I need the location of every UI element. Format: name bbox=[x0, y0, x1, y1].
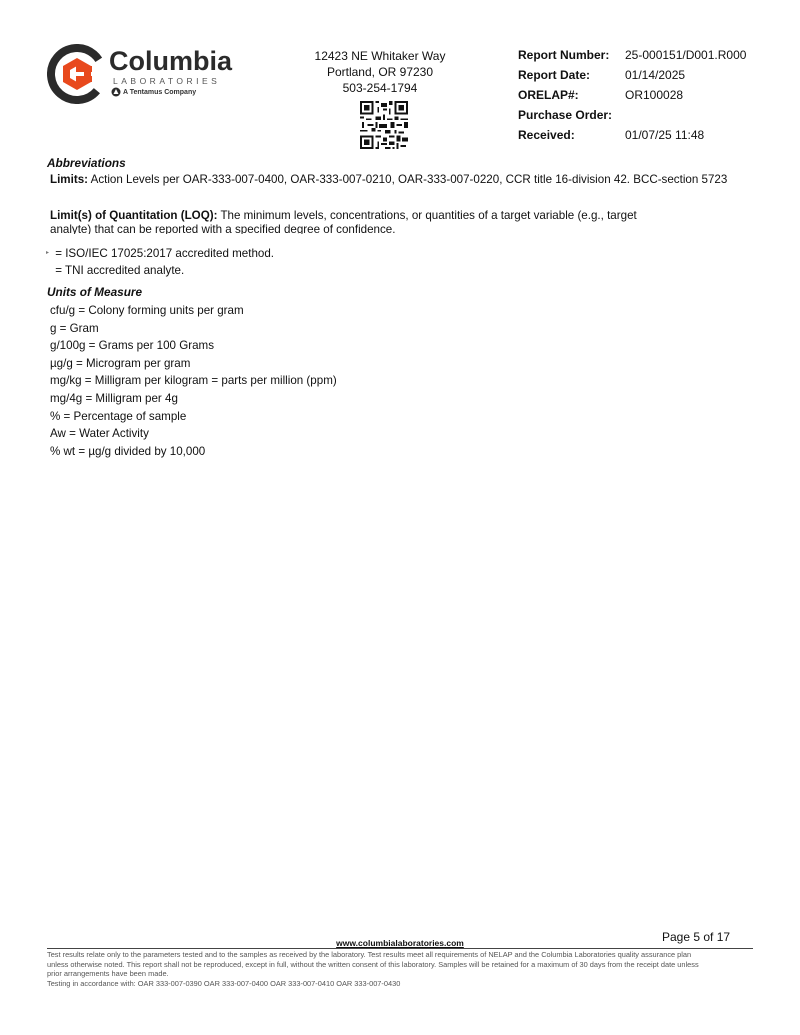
disclaimer-line: Test results relate only to the parameters tested and to the samples as received by the laboratory. Test results meet all requirements of NELAP and the Columbia Laboratories quality assurance plan bbox=[47, 950, 692, 959]
page-number: Page 5 of 17 bbox=[662, 930, 731, 944]
units-list bbox=[50, 302, 337, 460]
disclaimer-line: Testing in accordance with: OAR 333-007-0390 OAR 333-007-0400 OAR 333-007-0410 OAR 333-007-0430 bbox=[47, 978, 401, 988]
website-link-text[interactable]: www.columbialaboratories.com bbox=[336, 938, 464, 948]
logo-subtitle: LABORATORIES bbox=[113, 76, 221, 86]
received-value: 01/07/25 11:48 bbox=[625, 128, 705, 142]
logo-tagline: A Tentamus Company bbox=[123, 89, 197, 96]
website-link[interactable] bbox=[0, 938, 800, 948]
address-street: 12423 NE Whitaker Way bbox=[314, 49, 446, 63]
limits-line bbox=[50, 172, 727, 187]
list-item: cfu/g = Colony forming units per gram bbox=[50, 304, 244, 317]
address-phone: 503-254-1794 bbox=[342, 81, 418, 95]
iso-accredited-icon: ▸ bbox=[46, 250, 50, 257]
list-item: % wt = µg/g divided by 10,000 bbox=[50, 444, 206, 458]
report-number-value: 25-000151/D001.R000 bbox=[625, 48, 747, 62]
footer-disclaimer bbox=[47, 950, 757, 988]
tni-line bbox=[46, 263, 184, 278]
lab-address bbox=[300, 48, 460, 96]
tentamus-icon bbox=[111, 87, 121, 97]
limits-text: Action Levels per OAR-333-007-0400, OAR-333-007-0210, OAR-333-007-0220, CCR title 16-division 42. BCC-section 5723 bbox=[88, 173, 728, 186]
loq-text-2: analyte) that can be reported with a specified degree of confidence. bbox=[50, 223, 396, 234]
disclaimer-line: unless otherwise noted. This report shall not be reproduced, except in full, without the written consent of this laboratory. Samples will be retained for a maximum of 30 days from the receipt date unless bbox=[47, 959, 699, 969]
orelap-label: ORELAP#: bbox=[518, 88, 579, 102]
report-date-value: 01/14/2025 bbox=[625, 68, 686, 82]
orelap-value: OR100028 bbox=[625, 88, 684, 102]
list-item: Aw = Water Activity bbox=[50, 427, 149, 441]
address-city: Portland, OR 97230 bbox=[326, 65, 434, 79]
logo-wordmark: Columbia bbox=[109, 46, 233, 76]
footer-divider bbox=[47, 948, 753, 949]
limits-label: Limits: bbox=[50, 173, 89, 186]
list-item: mg/kg = Milligram per kilogram = parts per million (ppm) bbox=[50, 374, 337, 388]
list-item: µg/g = Microgram per gram bbox=[50, 356, 191, 370]
columbia-logo-icon bbox=[47, 44, 107, 104]
report-date-label: Report Date: bbox=[518, 68, 591, 82]
qr-code-icon[interactable] bbox=[360, 101, 408, 149]
loq-line bbox=[50, 208, 637, 223]
list-item: g = Gram bbox=[50, 321, 99, 335]
loq-line-2 bbox=[50, 222, 395, 234]
loq-label: Limit(s) of Quantitation (LOQ): bbox=[50, 209, 218, 222]
units-heading: Units of Measure bbox=[47, 285, 143, 299]
purchase-order-label: Purchase Order: bbox=[518, 108, 613, 122]
report-number-label: Report Number: bbox=[518, 48, 610, 62]
abbreviations-heading: Abbreviations bbox=[47, 156, 126, 170]
iso-text: = ISO/IEC 17025:2017 accredited method. bbox=[52, 247, 275, 260]
loq-text-1: The minimum levels, concentrations, or quantities of a target variable (e.g., target bbox=[217, 209, 637, 222]
tni-text: = TNI accredited analyte. bbox=[52, 264, 185, 277]
received-label: Received: bbox=[518, 128, 575, 142]
iso-line bbox=[46, 246, 274, 261]
list-item: % = Percentage of sample bbox=[50, 409, 187, 423]
list-item: mg/4g = Milligram per 4g bbox=[50, 391, 178, 405]
disclaimer-line: prior arrangements have been made. bbox=[47, 969, 169, 979]
company-logo bbox=[47, 44, 237, 108]
list-item: g/100g = Grams per 100 Grams bbox=[50, 339, 214, 353]
